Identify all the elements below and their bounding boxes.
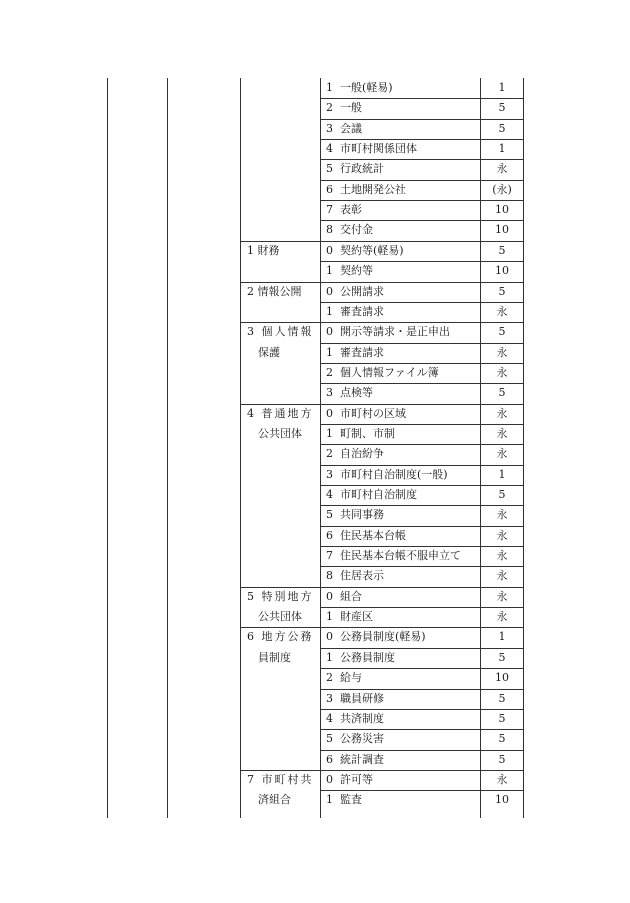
- retention-period: 1: [498, 142, 506, 156]
- retention-period: 5: [498, 121, 506, 135]
- item-name: 公務災害: [340, 732, 384, 746]
- item-name: 土地開発公社: [340, 182, 406, 196]
- item-name: 契約等(軽易): [340, 243, 404, 257]
- row-divider: [320, 607, 523, 608]
- category-label: 4 普通地方: [247, 406, 314, 420]
- retention-period: 永: [496, 508, 508, 522]
- item-code: 3: [326, 467, 333, 481]
- item-code: 0: [326, 772, 333, 786]
- row-divider: [320, 750, 523, 751]
- row-divider: [320, 526, 523, 527]
- item-name: 自治紛争: [340, 447, 384, 461]
- row-divider: [320, 343, 523, 344]
- item-name: 市町村自治制度(一般): [340, 467, 448, 481]
- retention-period: 1: [498, 467, 506, 481]
- retention-period: 永: [496, 345, 508, 359]
- retention-period: 永: [496, 549, 508, 563]
- item-code: 0: [326, 406, 333, 420]
- item-code: 4: [326, 142, 333, 156]
- retention-period: 10: [495, 223, 509, 237]
- item-name: 職員研修: [340, 691, 384, 705]
- retention-period: 5: [498, 488, 506, 501]
- item-name: 点検等: [340, 386, 373, 400]
- group-divider: [240, 241, 523, 242]
- retention-period: 1: [498, 630, 506, 644]
- item-name: 住民基本台帳: [340, 528, 406, 542]
- item-name: 公務員制度(軽易): [340, 630, 426, 644]
- item-code: 5: [326, 732, 333, 746]
- retention-period: (永): [492, 182, 512, 196]
- item-code: 1: [326, 345, 333, 359]
- row-divider: [320, 790, 523, 791]
- item-name: 公務員制度: [340, 650, 395, 664]
- item-name: 住民基本台帳不服申立て: [340, 549, 461, 563]
- item-code: 6: [326, 528, 333, 542]
- row-divider: [320, 180, 523, 181]
- col-rule-3: [240, 78, 241, 818]
- retention-period: 永: [496, 406, 508, 420]
- row-divider: [320, 159, 523, 160]
- item-name: 審査請求: [340, 345, 384, 359]
- retention-period: 10: [495, 264, 509, 278]
- item-code: 1: [326, 304, 333, 318]
- col-rule-2: [167, 78, 168, 818]
- row-divider: [320, 689, 523, 690]
- item-code: 8: [326, 223, 333, 237]
- item-name: 統計調査: [340, 752, 384, 766]
- item-name: 財産区: [340, 610, 373, 624]
- retention-period: 1: [498, 81, 506, 94]
- retention-period: 10: [495, 203, 509, 217]
- row-divider: [320, 98, 523, 99]
- retention-period: 永: [496, 426, 508, 440]
- item-code: 1: [326, 793, 333, 807]
- retention-period: 永: [496, 610, 508, 624]
- item-code: 7: [326, 549, 333, 563]
- row-divider: [320, 505, 523, 506]
- col-rule-6: [523, 78, 524, 818]
- item-code: 5: [326, 162, 333, 176]
- item-name: 町制、市制: [340, 426, 395, 440]
- retention-period: 永: [496, 589, 508, 603]
- item-code: 0: [326, 630, 333, 644]
- item-code: 2: [326, 671, 333, 685]
- row-divider: [320, 261, 523, 262]
- category-label: 公共団体: [258, 426, 302, 440]
- category-label: 員制度: [258, 650, 291, 664]
- row-divider: [320, 729, 523, 730]
- item-name: 会議: [340, 121, 362, 135]
- row-divider: [320, 648, 523, 649]
- item-name: 共同事務: [340, 508, 384, 522]
- row-divider: [320, 220, 523, 221]
- item-name: 住居表示: [340, 569, 384, 583]
- item-code: 1: [326, 650, 333, 664]
- item-name: 給与: [340, 671, 362, 685]
- row-divider: [320, 424, 523, 425]
- item-code: 1: [326, 610, 333, 624]
- retention-period: 5: [498, 691, 506, 705]
- item-code: 1: [326, 264, 333, 278]
- item-name: 交付金: [340, 223, 373, 237]
- col-rule-4: [320, 78, 321, 818]
- category-label: 公共団体: [258, 610, 302, 624]
- retention-period: 5: [498, 325, 506, 339]
- item-name: 許可等: [340, 772, 373, 786]
- item-name: 一般(軽易): [340, 81, 393, 94]
- item-code: 0: [326, 243, 333, 257]
- retention-period: 永: [496, 528, 508, 542]
- item-code: 2: [326, 447, 333, 461]
- item-code: 3: [326, 386, 333, 400]
- retention-period: 永: [496, 772, 508, 786]
- row-divider: [320, 139, 523, 140]
- retention-period: 5: [498, 711, 506, 725]
- retention-period: 永: [496, 365, 508, 379]
- item-code: 3: [326, 121, 333, 135]
- item-code: 4: [326, 711, 333, 725]
- retention-period: 5: [498, 284, 506, 298]
- item-code: 2: [326, 101, 333, 115]
- row-divider: [320, 200, 523, 201]
- item-code: 0: [326, 284, 333, 298]
- retention-period: 永: [496, 162, 508, 176]
- item-name: 審査請求: [340, 304, 384, 318]
- category-label: 1 財務: [247, 243, 280, 257]
- row-divider: [320, 302, 523, 303]
- retention-period: 10: [495, 793, 509, 807]
- retention-period: 永: [496, 569, 508, 583]
- retention-period: 5: [498, 243, 506, 257]
- item-name: 監査: [340, 793, 362, 807]
- item-code: 2: [326, 365, 333, 379]
- category-label: 3 個人情報: [247, 325, 314, 339]
- item-code: 1: [326, 81, 333, 94]
- retention-period: 10: [495, 671, 509, 685]
- retention-period: 5: [498, 386, 506, 400]
- item-code: 4: [326, 488, 333, 501]
- category-label: 6 地方公務: [247, 630, 314, 644]
- row-divider: [320, 444, 523, 445]
- row-divider: [320, 465, 523, 466]
- retention-period: 永: [496, 304, 508, 318]
- item-code: 7: [326, 203, 333, 217]
- item-code: 6: [326, 182, 333, 196]
- row-divider: [320, 119, 523, 120]
- retention-period: 永: [496, 447, 508, 461]
- item-code: 3: [326, 691, 333, 705]
- item-name: 表彰: [340, 203, 362, 217]
- row-divider: [320, 709, 523, 710]
- item-name: 公開請求: [340, 284, 384, 298]
- item-name: 組合: [340, 589, 362, 603]
- item-name: 市町村自治制度: [340, 488, 417, 501]
- item-name: 共済制度: [340, 711, 384, 725]
- row-divider: [320, 668, 523, 669]
- item-code: 0: [326, 589, 333, 603]
- retention-period: 5: [498, 101, 506, 115]
- category-label: 保護: [258, 345, 280, 359]
- retention-period: 5: [498, 752, 506, 766]
- item-name: 開示等請求・是正申出: [340, 325, 450, 339]
- row-divider: [320, 383, 523, 384]
- item-name: 市町村の区域: [340, 406, 406, 420]
- item-code: 1: [326, 426, 333, 440]
- item-name: 個人情報ファイル簿: [340, 365, 439, 379]
- item-code: 0: [326, 325, 333, 339]
- col-rule-1: [107, 78, 108, 818]
- item-name: 一般: [340, 101, 362, 115]
- category-label: 7 市町村共: [247, 772, 314, 786]
- item-name: 行政統計: [340, 162, 384, 176]
- item-code: 6: [326, 752, 333, 766]
- retention-period: 5: [498, 732, 506, 746]
- row-divider: [320, 485, 523, 486]
- category-label: 2 情報公開: [247, 284, 302, 298]
- row-divider: [320, 363, 523, 364]
- category-label: 済組合: [258, 793, 291, 807]
- retention-period: 5: [498, 650, 506, 664]
- row-divider: [320, 566, 523, 567]
- item-code: 5: [326, 508, 333, 522]
- item-code: 8: [326, 569, 333, 583]
- item-name: 契約等: [340, 264, 373, 278]
- item-name: 市町村関係団体: [340, 142, 417, 156]
- category-label: 5 特別地方: [247, 589, 314, 603]
- row-divider: [320, 546, 523, 547]
